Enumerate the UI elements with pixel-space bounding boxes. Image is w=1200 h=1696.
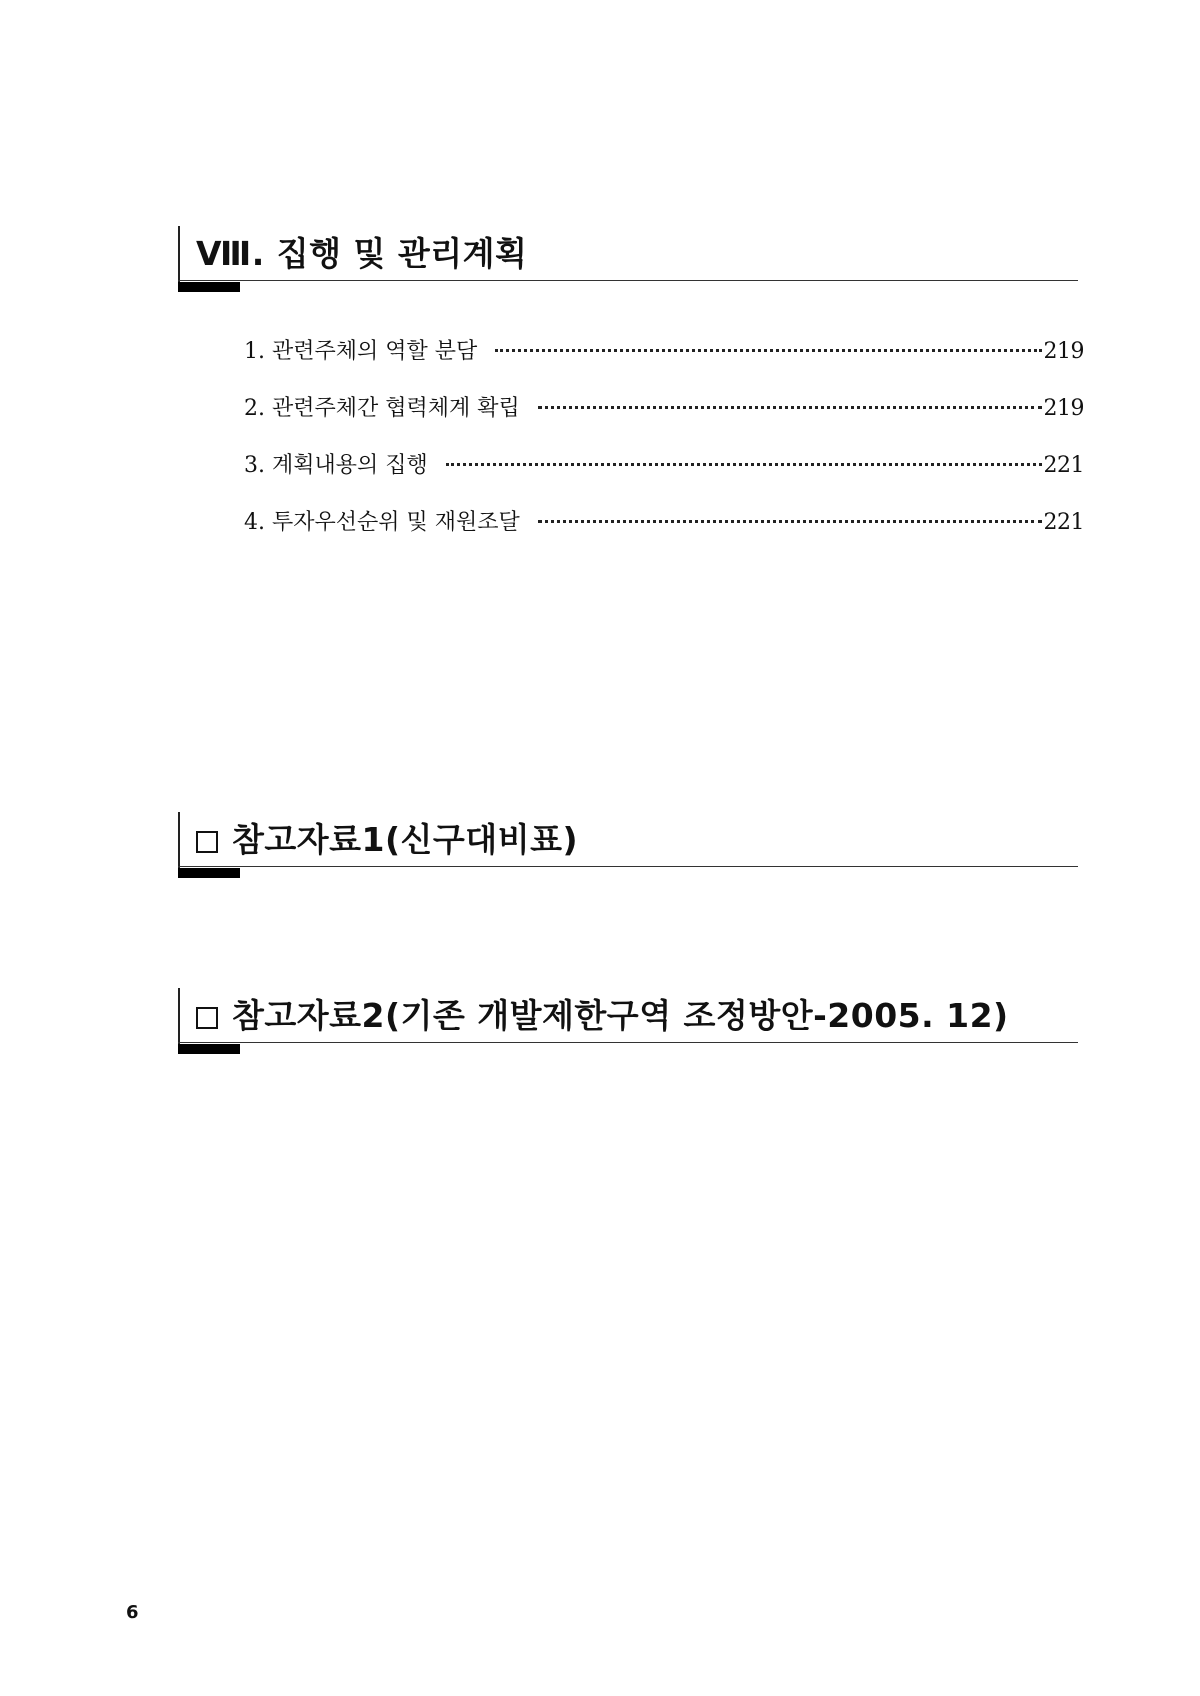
section-heading-8 (178, 226, 1078, 292)
heading-marker-block (178, 868, 240, 878)
heading-underline (178, 1042, 1078, 1043)
appendix-title (196, 996, 1009, 1036)
toc-dot-leader (538, 406, 1042, 409)
toc-entry-label: 2. 관련주체간 협력체계 확립 (244, 396, 520, 421)
toc-entry-page: 221 (1043, 453, 1084, 478)
checkbox-square-icon (196, 1007, 218, 1029)
checkbox-square-icon (196, 831, 218, 853)
toc-entry-page: 219 (1043, 339, 1084, 364)
toc-entry-page: 219 (1043, 396, 1084, 421)
appendix-title-text: 참고자료1(신구대비표) (232, 820, 579, 859)
appendix-heading-2 (178, 988, 1078, 1054)
toc-entry-label: 1. 관련주체의 역할 분담 (244, 339, 478, 364)
heading-marker-block (178, 1044, 240, 1054)
toc-entry[interactable] (244, 334, 1084, 391)
toc-entry-label: 4. 투자우선순위 및 재원조달 (244, 510, 520, 535)
appendix-title (196, 820, 578, 860)
toc-dot-leader (446, 463, 1042, 466)
table-of-contents (244, 334, 1084, 562)
toc-entry[interactable] (244, 448, 1084, 505)
heading-vertical-rule (178, 988, 180, 1044)
toc-entry-label: 3. 계획내용의 집행 (244, 453, 428, 478)
toc-entry[interactable] (244, 505, 1084, 562)
heading-underline (178, 866, 1078, 867)
toc-dot-leader (538, 520, 1042, 523)
heading-underline (178, 280, 1078, 281)
appendix-title-text: 참고자료2(기존 개발제한구역 조정방안-2005. 12) (232, 996, 1009, 1035)
toc-entry-page: 221 (1043, 510, 1084, 535)
appendix-heading-1 (178, 812, 1078, 878)
heading-vertical-rule (178, 812, 180, 868)
section-title: Ⅷ. 집행 및 관리계획 (196, 234, 528, 273)
heading-marker-block (178, 282, 240, 292)
toc-dot-leader (495, 349, 1041, 352)
toc-entry[interactable] (244, 391, 1084, 448)
page-number: 6 (126, 1602, 139, 1623)
heading-vertical-rule (178, 226, 180, 282)
